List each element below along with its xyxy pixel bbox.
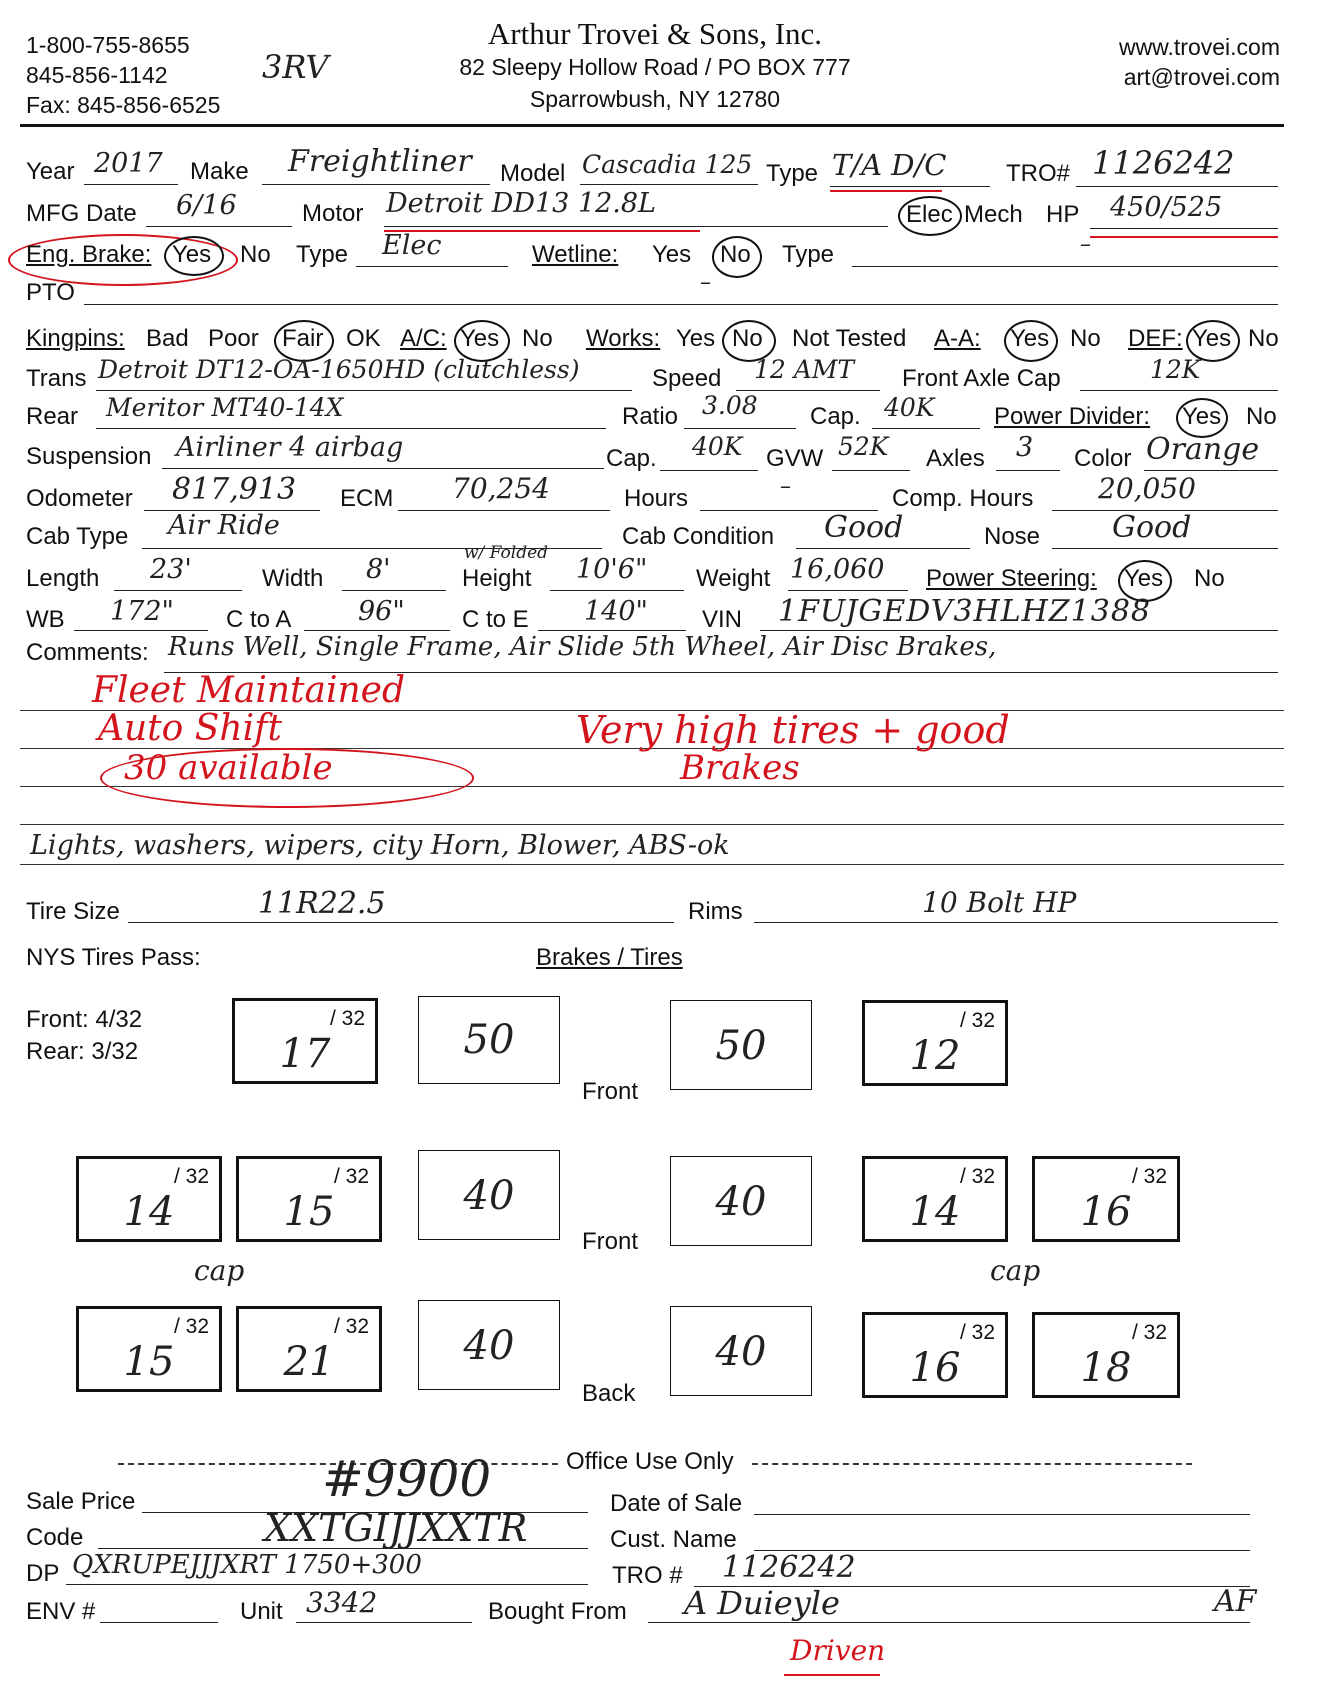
- susp-cap-value: 40K: [692, 432, 743, 461]
- hp-label: HP: [1046, 201, 1080, 228]
- rims-label: Rims: [688, 898, 743, 925]
- axle-label-back: Back: [582, 1380, 636, 1407]
- tire-depth: 14: [123, 1189, 175, 1235]
- height-note: w/ Folded: [464, 543, 549, 563]
- mech-label: Mech: [964, 201, 1023, 228]
- brake-mid-left: [418, 1150, 560, 1240]
- axle-label-front-1: Front: [582, 1078, 639, 1105]
- kingpins-fair: Fair: [282, 325, 324, 352]
- def-yes: Yes: [1192, 325, 1232, 352]
- cab-type-value: Air Ride: [168, 510, 280, 541]
- nose-label: Nose: [984, 523, 1041, 550]
- bought-from-label: Bought From: [488, 1598, 627, 1625]
- comp-hours-value: 20,050: [1098, 472, 1196, 505]
- rear-cap-value: 40K: [884, 393, 935, 422]
- hp-red-underline: [1090, 236, 1278, 238]
- tro-label: TRO#: [1006, 160, 1071, 187]
- cust-name-label: Cust. Name: [610, 1526, 737, 1553]
- wetline-label: Wetline:: [532, 241, 619, 268]
- aa-label: A-A:: [934, 325, 981, 352]
- year-value: 2017: [94, 148, 163, 179]
- fax-number: Fax: 845-856-6525: [26, 92, 221, 118]
- website: www.trovei.com: [1118, 34, 1280, 60]
- tire-front-left: [232, 998, 378, 1084]
- model-label: Model: [500, 160, 566, 187]
- unit-value: 3342: [306, 1586, 378, 1619]
- tire-mid-left-outer: [76, 1156, 222, 1242]
- ecm-label: ECM: [340, 485, 394, 512]
- front-axle-cap-label: Front Axle Cap: [902, 365, 1061, 392]
- company-address-1: 82 Sleepy Hollow Road / PO BOX 777: [459, 54, 851, 80]
- weight-value: 16,060: [790, 554, 885, 585]
- tire-mid-right-inner: [862, 1156, 1008, 1242]
- office-dash-right: [752, 1463, 1192, 1465]
- nose-value: Good: [1112, 510, 1192, 545]
- tire-mid-right-outer: [1032, 1156, 1180, 1242]
- front-requirement: Front: 4/32: [26, 1006, 143, 1033]
- power-divider-label: Power Divider:: [994, 403, 1151, 430]
- vin-value: 1FUJGEDV3HLHZ1388: [778, 594, 1151, 629]
- width-label: Width: [262, 565, 324, 592]
- year-label: Year: [26, 158, 75, 185]
- driven-note: Driven: [790, 1634, 886, 1667]
- make-label: Make: [190, 158, 249, 185]
- red-note-fleet: Fleet Maintained: [92, 670, 406, 711]
- ac-no: No: [522, 325, 553, 352]
- tire-mid-left-inner: [236, 1156, 382, 1242]
- code-value: XXTGIJJXXTR: [264, 1506, 528, 1550]
- comment-line-1: Runs Well, Single Frame, Air Slide 5th Wheel, Air Disc Brakes,: [168, 632, 997, 662]
- brake-front-right: [670, 1000, 812, 1090]
- tire-back-right-outer: [1032, 1312, 1180, 1398]
- brake-percent: 50: [463, 1017, 515, 1063]
- aa-no: No: [1070, 325, 1101, 352]
- fraction-label: / 32: [173, 1165, 209, 1188]
- fraction-label: / 32: [959, 1321, 995, 1344]
- type-label: Type: [766, 160, 819, 187]
- red-note-available: 30 available: [124, 748, 333, 788]
- gvw-value: 52K: [838, 432, 889, 461]
- tire-back-left-inner: [236, 1306, 382, 1392]
- cab-condition-label: Cab Condition: [622, 523, 775, 550]
- phone-1: 1-800-755-8655: [26, 32, 190, 58]
- ac-yes: Yes: [460, 325, 500, 352]
- color-label: Color: [1074, 445, 1132, 472]
- eng-brake-label: Eng. Brake:: [26, 241, 152, 268]
- tire-back-right-inner: [862, 1312, 1008, 1398]
- odometer-label: Odometer: [26, 485, 133, 512]
- sale-price-value: #9900: [322, 1450, 492, 1508]
- unit-label: Unit: [240, 1598, 283, 1625]
- weight-label: Weight: [696, 565, 771, 592]
- kingpins-bad: Bad: [146, 325, 189, 352]
- tire-front-right: [862, 1000, 1008, 1086]
- brake-percent: 50: [715, 1023, 767, 1069]
- sale-price-label: Sale Price: [26, 1488, 136, 1515]
- hp-dash: –: [1080, 232, 1091, 257]
- company-name: Arthur Trovei & Sons, Inc.: [487, 16, 823, 51]
- axles-label: Axles: [926, 445, 985, 472]
- tire-back-left-outer: [76, 1306, 222, 1392]
- ratio-label: Ratio: [622, 403, 679, 430]
- works-no: No: [732, 325, 763, 352]
- driven-underline: [784, 1674, 880, 1676]
- front-axle-cap-value: 12K: [1150, 355, 1201, 384]
- brake-back-right: [670, 1306, 812, 1396]
- fraction-label: / 32: [959, 1009, 995, 1032]
- email: art@trovei.com: [1123, 64, 1280, 90]
- tire-size-label: Tire Size: [26, 898, 120, 925]
- tire-depth: 21: [283, 1339, 335, 1385]
- tire-depth: 12: [909, 1033, 961, 1079]
- speed-value: 12 AMT: [754, 355, 855, 384]
- wb-value: 172": [110, 596, 174, 627]
- trans-value: Detroit DT12-OA-1650HD (clutchless): [98, 355, 580, 384]
- make-value: Freightliner: [288, 144, 472, 179]
- company-address-2: Sparrowbush, NY 12780: [529, 86, 781, 112]
- cab-type-label: Cab Type: [26, 523, 129, 550]
- brake-percent: 40: [715, 1179, 767, 1225]
- eng-brake-type-label: Type: [296, 241, 349, 268]
- rear-cap-label: Cap.: [810, 403, 861, 430]
- rear-label: Rear: [26, 403, 79, 430]
- width-value: 8': [366, 554, 391, 585]
- dp-label: DP: [26, 1560, 60, 1587]
- comments-label: Comments:: [26, 639, 149, 666]
- speed-label: Speed: [652, 365, 722, 392]
- fraction-label: / 32: [1131, 1165, 1167, 1188]
- tire-depth: 16: [1080, 1189, 1132, 1235]
- tire-size-value: 11R22.5: [258, 886, 386, 921]
- wb-label: WB: [26, 606, 65, 633]
- def-label: DEF:: [1128, 325, 1183, 352]
- fraction-label: / 32: [173, 1315, 209, 1338]
- af-initials: AF: [1214, 1584, 1257, 1619]
- suspension-label: Suspension: [26, 443, 152, 470]
- mfg-date-value: 6/16: [176, 190, 237, 221]
- c-to-a-value: 96": [358, 596, 405, 627]
- length-label: Length: [26, 565, 100, 592]
- def-no: No: [1248, 325, 1279, 352]
- nys-tires-pass-label: NYS Tires Pass:: [26, 944, 201, 971]
- power-divider-no: No: [1246, 403, 1277, 430]
- cap-note-left: cap: [194, 1254, 245, 1287]
- brake-back-left: [418, 1300, 560, 1390]
- c-to-e-value: 140": [584, 596, 648, 627]
- comment-line-2: Lights, washers, wipers, city Horn, Blower, ABS-ok: [30, 830, 730, 861]
- brake-percent: 40: [715, 1329, 767, 1375]
- works-not-tested: Not Tested: [792, 325, 907, 352]
- c-to-a-label: C to A: [226, 606, 292, 633]
- height-value: 10'6": [576, 554, 648, 585]
- tro2-label: TRO #: [612, 1562, 683, 1589]
- power-steering-yes: Yes: [1124, 565, 1164, 592]
- hours-value: –: [780, 474, 791, 499]
- length-value: 23': [150, 554, 192, 585]
- brake-front-left: [418, 996, 560, 1084]
- tire-depth: 18: [1080, 1345, 1132, 1391]
- eng-brake-yes: Yes: [172, 241, 212, 268]
- model-value: Cascadia 125: [582, 150, 753, 179]
- suspension-value: Airliner 4 airbag: [176, 432, 404, 463]
- vin-label: VIN: [702, 606, 743, 633]
- brake-mid-right: [670, 1156, 812, 1246]
- tire-depth: 15: [123, 1339, 175, 1385]
- wetline-yes: Yes: [652, 241, 692, 268]
- elec-label: Elec: [906, 201, 953, 228]
- rims-value: 10 Bolt HP: [922, 886, 1077, 919]
- power-steering-label: Power Steering:: [926, 565, 1097, 592]
- cap-note-right: cap: [990, 1254, 1041, 1287]
- code-label: Code: [26, 1524, 84, 1551]
- dp-value: QXRUPEJJJXRT 1750+300: [72, 1550, 422, 1580]
- fraction-label: / 32: [959, 1165, 995, 1188]
- color-value: Orange: [1146, 432, 1260, 467]
- works-yes: Yes: [676, 325, 716, 352]
- eng-brake-type-value: Elec: [382, 230, 442, 261]
- tire-depth: 17: [279, 1031, 331, 1077]
- motor-value: Detroit DD13 12.8L: [386, 188, 656, 219]
- ac-label: A/C:: [400, 325, 447, 352]
- header-divider: [20, 124, 1284, 127]
- hours-label: Hours: [624, 485, 689, 512]
- tro-value: 1126242: [1092, 144, 1235, 182]
- mfg-date-label: MFG Date: [26, 200, 137, 227]
- power-steering-no: No: [1194, 565, 1225, 592]
- fraction-label: / 32: [333, 1165, 369, 1188]
- rear-value: Meritor MT40-14X: [106, 393, 344, 422]
- env-label: ENV #: [26, 1598, 96, 1625]
- brake-percent: 40: [463, 1323, 515, 1369]
- axle-label-front-2: Front: [582, 1228, 639, 1255]
- tire-depth: 14: [909, 1189, 961, 1235]
- odometer-value: 817,913: [172, 472, 297, 507]
- comp-hours-label: Comp. Hours: [892, 485, 1034, 512]
- eng-brake-no: No: [240, 241, 271, 268]
- c-to-e-label: C to E: [462, 606, 529, 633]
- fraction-label: / 32: [329, 1007, 365, 1030]
- wetline-no: No: [720, 241, 751, 268]
- motor-label: Motor: [302, 200, 364, 227]
- red-note-auto-shift: Auto Shift: [98, 708, 282, 749]
- tire-depth: 15: [283, 1189, 335, 1235]
- works-label: Works:: [586, 325, 661, 352]
- date-of-sale-label: Date of Sale: [610, 1490, 743, 1517]
- phone-2: 845-856-1142: [26, 62, 168, 88]
- brake-percent: 40: [463, 1173, 515, 1219]
- susp-cap-label: Cap.: [606, 445, 657, 472]
- hp-value: 450/525: [1110, 192, 1223, 223]
- trans-label: Trans: [26, 365, 87, 392]
- kingpins-poor: Poor: [208, 325, 259, 352]
- initials: 3RV: [262, 48, 329, 86]
- height-label: Height: [462, 565, 532, 592]
- fraction-label: / 32: [1131, 1321, 1167, 1344]
- rear-requirement: Rear: 3/32: [26, 1038, 139, 1065]
- power-divider-yes: Yes: [1182, 403, 1222, 430]
- cab-condition-value: Good: [824, 510, 904, 545]
- fraction-label: / 32: [333, 1315, 369, 1338]
- wetline-type-label: Type: [782, 241, 835, 268]
- tro2-value: 1126242: [722, 1550, 856, 1585]
- ecm-value: 70,254: [452, 472, 550, 505]
- pto-label: PTO: [26, 279, 75, 306]
- kingpins-label: Kingpins:: [26, 325, 125, 352]
- aa-yes: Yes: [1010, 325, 1050, 352]
- ratio-value: 3.08: [702, 391, 758, 420]
- bought-from-value: A Duieyle: [684, 1584, 840, 1622]
- red-note-tires: Very high tires + good: [576, 708, 1010, 752]
- gvw-label: GVW: [766, 445, 824, 472]
- tire-depth: 16: [909, 1345, 961, 1391]
- office-use-only-label: Office Use Only: [566, 1448, 734, 1475]
- red-note-brakes: Brakes: [680, 748, 800, 788]
- pto-dash: –: [700, 270, 711, 295]
- brakes-tires-heading: Brakes / Tires: [536, 944, 683, 971]
- axles-value: 3: [1016, 432, 1034, 463]
- kingpins-ok: OK: [346, 325, 381, 352]
- type-value: T/A D/C: [832, 148, 947, 182]
